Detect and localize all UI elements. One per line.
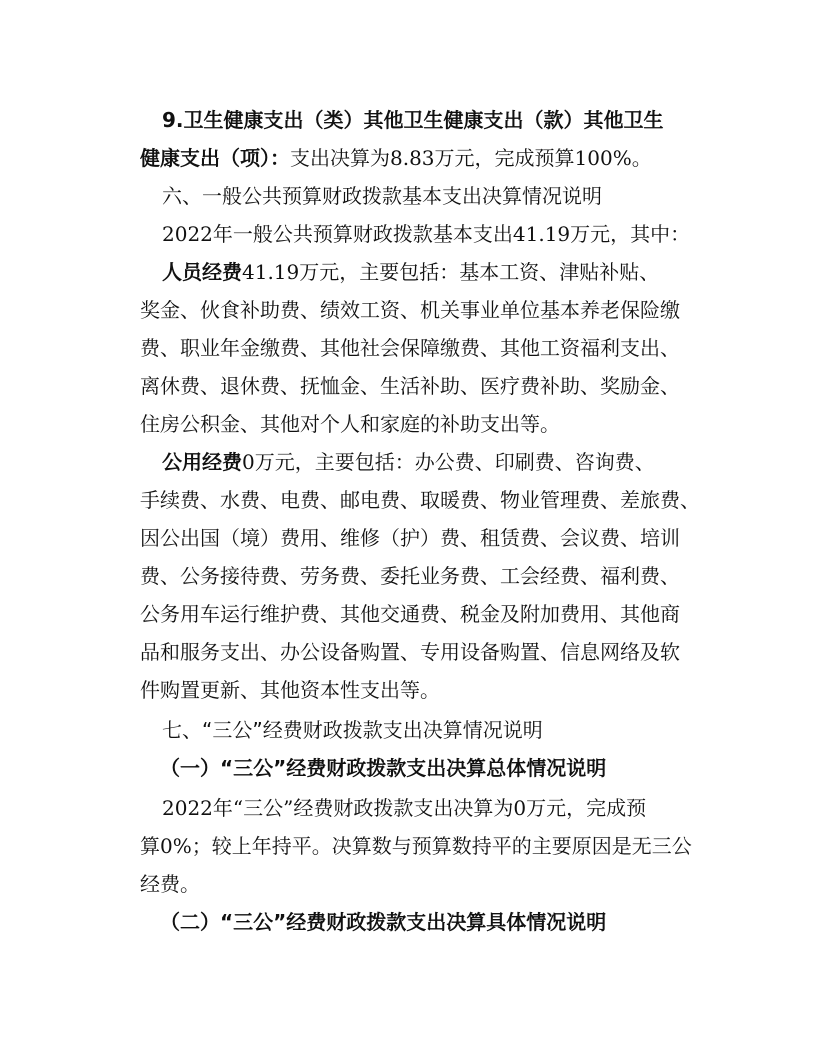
personnel-line-5: 住房公积金、其他对个人和家庭的补助支出等。 <box>140 412 560 436</box>
public-line-3: 因公出国（境）费用、维修（护）费、租赁费、会议费、培训 <box>140 526 680 550</box>
public-line-2: 手续费、水费、电费、邮电费、取暖费、物业管理费、差旅费、 <box>140 488 700 512</box>
section9-title-line1: 9.卫生健康支出（类）其他卫生健康支出（款）其他卫生 <box>162 108 664 132</box>
section9-title-line2 <box>140 146 700 170</box>
personnel-line-3: 费、职业年金缴费、其他社会保障缴费、其他工资福利支出、 <box>140 336 680 360</box>
section6-heading: 六、一般公共预算财政拨款基本支出决算情况说明 <box>162 184 602 208</box>
public-label: 公用经费 <box>162 450 242 474</box>
section7-para-line-2: 算0%；较上年持平。决算数与预算数持平的主要原因是无三公 <box>140 834 692 858</box>
section6-intro: 2022年一般公共预算财政拨款基本支出41.19万元，其中： <box>162 222 691 246</box>
personnel-line-1 <box>162 260 722 284</box>
section7-subheading-2: （二）“三公”经费财政拨款支出决算具体情况说明 <box>160 910 607 934</box>
personnel-label: 人员经费 <box>162 260 242 284</box>
public-line-4: 费、公务接待费、劳务费、委托业务费、工会经费、福利费、 <box>140 564 680 588</box>
personnel-line-2: 奖金、伙食补助费、绩效工资、机关事业单位基本养老保险缴 <box>140 298 680 322</box>
public-line-6: 品和服务支出、办公设备购置、专用设备购置、信息网络及软 <box>140 640 680 664</box>
section7-heading: 七、“三公”经费财政拨款支出决算情况说明 <box>162 718 543 742</box>
section9-text: 支出决算为8.83万元，完成预算100%。 <box>290 146 652 170</box>
section7-subheading-1: （一）“三公”经费财政拨款支出决算总体情况说明 <box>160 756 607 780</box>
section7-para-line-3: 经费。 <box>140 872 200 896</box>
public-line-7: 件购置更新、其他资本性支出等。 <box>140 678 440 702</box>
personnel-line-4: 离休费、退休费、抚恤金、生活补助、医疗费补助、奖励金、 <box>140 374 680 398</box>
public-line-5: 公务用车运行维护费、其他交通费、税金及附加费用、其他商 <box>140 602 680 626</box>
personnel-text: 41.19万元，主要包括：基本工资、津贴补贴、 <box>242 260 660 284</box>
section7-para-line-1: 2022年“三公”经费财政拨款支出决算为0万元，完成预 <box>162 796 647 820</box>
section9-bold-label: 健康支出（项）： <box>140 146 290 170</box>
public-line-1 <box>162 450 722 474</box>
public-text: 0万元，主要包括：办公费、印刷费、咨询费、 <box>242 450 655 474</box>
